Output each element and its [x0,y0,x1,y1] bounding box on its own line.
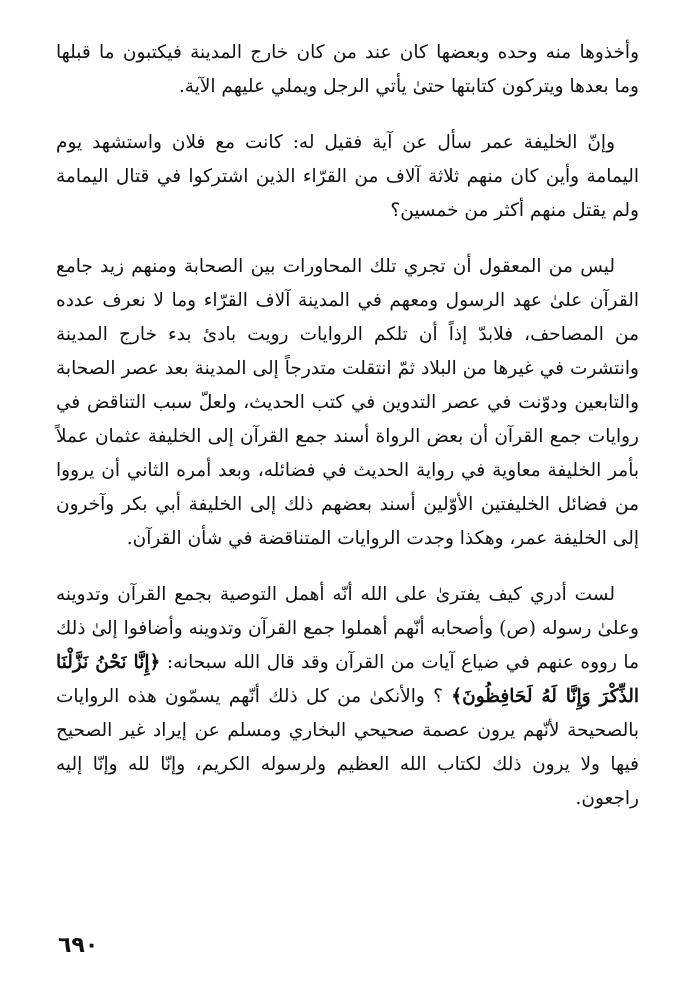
paragraph-1: وأخذوها منه وحده وبعضها كان عند من كان خارج المدينة فيكتبون ما قبلها وما بعدها ويتركون كتابتها حتىٰ يأتي الرجل ويملي عليهم الآية. [56,42,639,97]
paragraph-3: ليس من المعقول أن تجري تلك المحاورات بين الصحابة ومنهم زيد جامع القرآن علىٰ عهد الرسول ومعهم في المدينة آلاف القرّاء وما لا نعرف عدده من المصاحف، فلابدّ إذاً أن تلكم الروايات رويت بادئ بدء خارج المدينة وانتشرت في غيرها من البلاد ثمّ انتقلت متدرجاً إلى المدينة بعد عصر الصحابة والتابعين ودوّنت في عصر التدوين في كتب الحديث، ولعلّ سبب التناقض في روايات جمع القرآن أن بعض الرواة أسند جمع القرآن إلى الخليفة عثمان عملاً بأمر الخليفة معاوية في رواية الحديث في فضائله، وبعد أمره الثاني أن يرووا من فضائل الخليفتين الأوّلين أسند بعضهم ذلك إلى الخليفة أبي بكر وآخرون إلى الخليفة عمر، وهكذا وجدت الروايات المتناقضة في شأن القرآن. [56,256,639,549]
paragraph-4-rest: ؟ والأنكىٰ من كل ذلك أنّهم يسمّون هذه الروايات بالصحيحة لأنّهم يرون عصمة صحيحي البخاري ومسلم عن إيراد غير الصحيح فيها ولا يرون ذلك لكتاب الله العظيم ولرسوله الكريم، وإنّا لله وإنّا إليه راجعون. [56,686,639,809]
body-text [56,36,639,838]
quran-verse: ﴿إِنَّا نَحْنُ نَزَّلْنَا الذِّكْرَ وَإِنَّا لَهُ لَحَافِظُونَ﴾ [56,652,639,707]
page-number: ٦٩٠ [58,933,99,958]
paragraph-4 [56,578,639,816]
paragraph-4-intro: لست أدري كيف يفترىٰ على الله أنّه أهمل التوصية بجمع القرآن وتدوينه وعلىٰ رسوله (ص) وأصحابه أنّهم أهملوا جمع القرآن وتدوينه وأضافوا إلىٰ ذلك ما رووه عنهم في ضياع آيات من القرآن وقد قال الله سبحانه: [56,584,639,673]
paragraph-2: وإنّ الخليفة عمر سأل عن آية فقيل له: كانت مع فلان واستشهد يوم اليمامة وأين كان منهم ثلاثة آلاف من القرّاء الذين اشتركوا في قتال اليمامة ولم يقتل منهم أكثر من خمسين؟ [56,132,639,221]
